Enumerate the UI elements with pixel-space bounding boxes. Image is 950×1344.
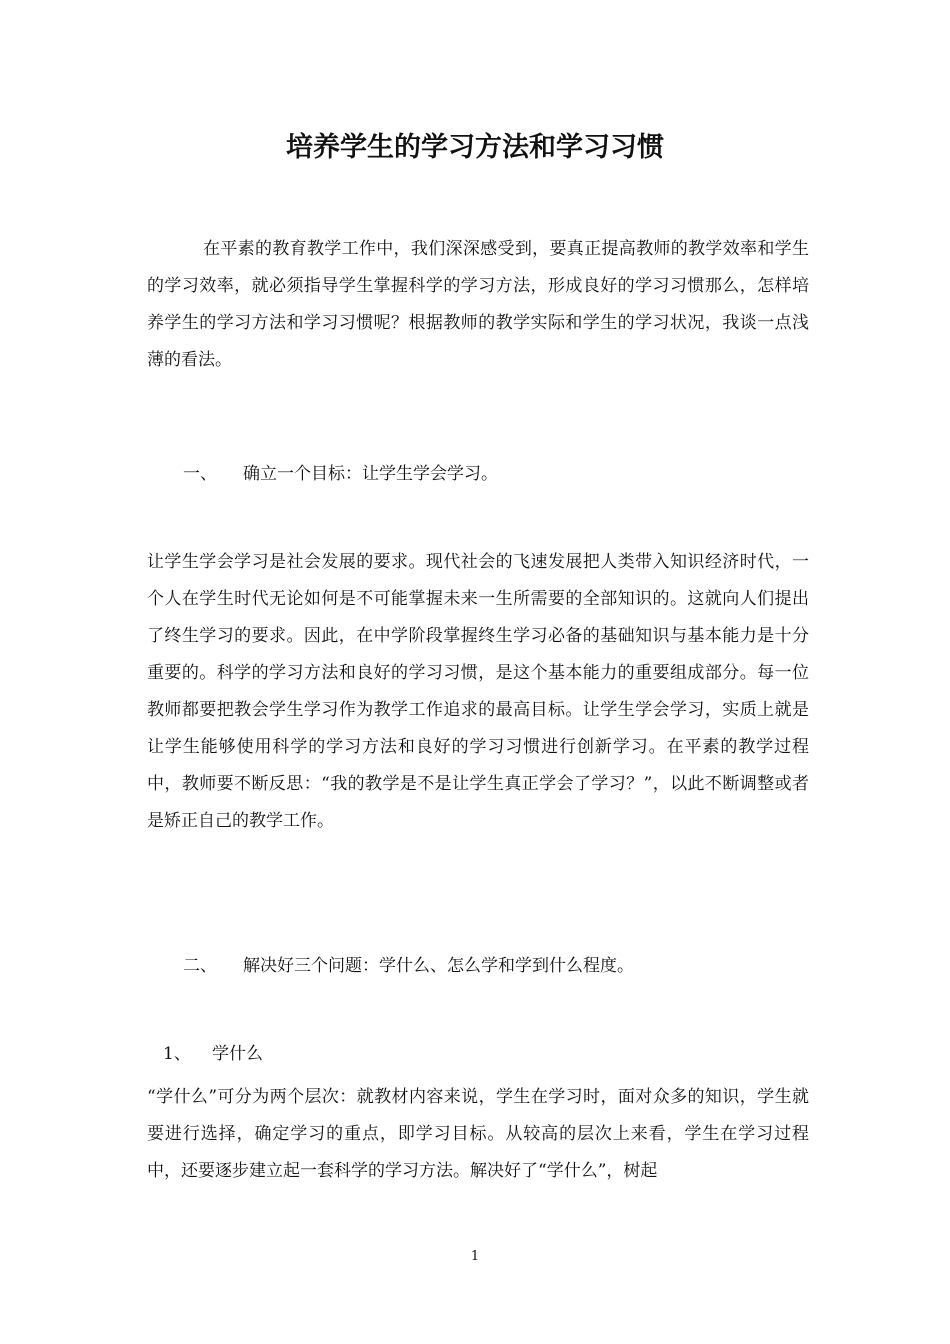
subsection-1-body: “学什么”可分为两个层次：就教材内容来说，学生在学习时，面对众多的知识，学生就要进行选择，确定学习的重点，即学习目标。从较高的层次上来看，学生在学习过程中，还要逐步建立起一套科学的学习方法。解决好了“学什么”，树起 bbox=[147, 1087, 809, 1181]
section-2-number: 二、 bbox=[183, 956, 217, 976]
section-1-heading-text: 确立一个目标：让学生学会学习。 bbox=[243, 464, 498, 484]
subsection-1-heading-text: 学什么 bbox=[212, 1044, 263, 1064]
section-1-heading bbox=[183, 456, 498, 493]
page-number: 1 bbox=[470, 1249, 480, 1264]
section-1-body: 让学生学会学习是社会发展的要求。现代社会的飞速发展把人类带入知识经济时代，一个人在学生时代无论如何是不可能掌握未来一生所需要的全部知识的。这就向人们提出了终生学习的要求。因此，在中学阶段掌握终生学习必备的基础知识与基本能力是十分重要的。科学的学习方法和良好的学习习惯，是这个基本能力的重要组成部分。每一位教师都要把教会学生学习作为教学工作追求的最高目标。让学生学会学习，实质上就是让学生能够使用科学的学习方法和良好的学习习惯进行创新学习。在平素的教学过程中，教师要不断反思：“我的教学是不是让学生真正学会了学习？”，以此不断调整或者是矫正自己的教学工作。 bbox=[147, 552, 809, 831]
section-2-heading-text: 解决好三个问题：学什么、怎么学和学到什么程度。 bbox=[243, 956, 634, 976]
section-2-heading bbox=[183, 948, 634, 985]
document-title: 培养学生的学习方法和学习习惯 bbox=[286, 132, 664, 163]
intro-paragraph: 在平素的教育教学工作中，我们深深感受到，要真正提高教师的教学效率和学生的学习效率，就必须指导学生掌握科学的学习方法，形成良好的学习习惯那么，怎样培养学生的学习方法和学习习惯呢？根据教师的教学实际和学生的学习状况，我谈一点浅薄的看法。 bbox=[147, 239, 809, 370]
section-1-number: 一、 bbox=[183, 464, 217, 484]
subsection-1-heading bbox=[163, 1036, 263, 1073]
subsection-1-number: 1、 bbox=[163, 1044, 191, 1064]
